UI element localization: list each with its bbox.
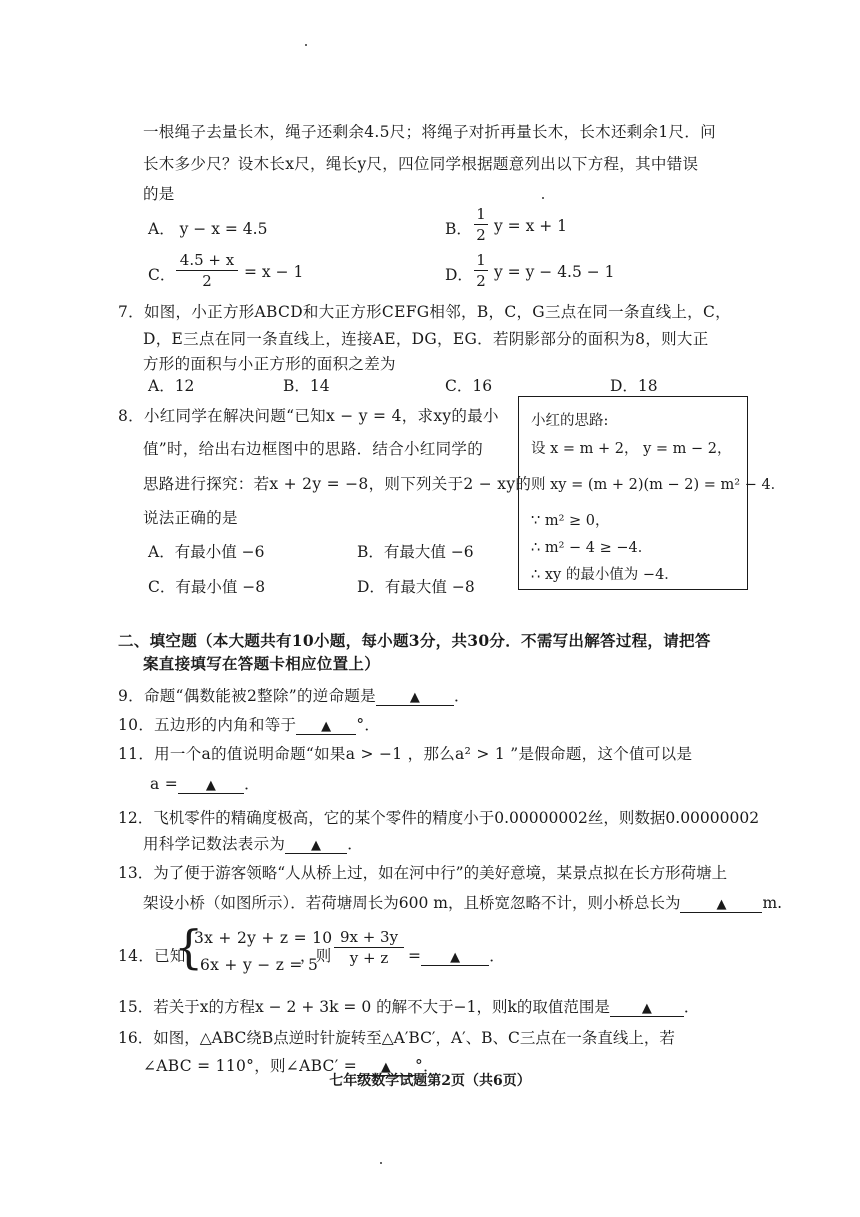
triangle-mark-icon: ▲: [409, 690, 421, 705]
fraction-denominator: 2: [202, 272, 212, 290]
q8-option-d: D．有最大值 −8: [357, 578, 475, 596]
q8-line-4: 说法正确的是: [143, 509, 238, 527]
q10: [118, 713, 380, 735]
q9: [118, 684, 470, 706]
q16-line-1: 16．如图，△ABC绕B点逆时针旋转至△A′BC′，A′、B、C三点在一条直线上，若: [118, 1029, 675, 1047]
q6-option-d-rest: y = y − 4.5 − 1: [494, 263, 615, 281]
fraction-bar: [474, 224, 488, 225]
q6-option-c-rest: = x − 1: [244, 263, 304, 281]
q13-unit: m.: [762, 894, 783, 912]
fraction-denominator: 2: [476, 272, 486, 290]
fraction-numerator: 4.5 + x: [179, 251, 235, 269]
q6-option-d-label: D．: [445, 266, 473, 284]
scan-speck: [542, 197, 544, 199]
q8-option-a: A．有最小值 −6: [148, 543, 265, 561]
q12-line-1: 12．飞机零件的精确度极高，它的某个零件的精度小于0.00000002丝，则数据0.00000002: [118, 809, 760, 827]
q12-answer-blank[interactable]: [285, 835, 347, 854]
q9-answer-blank[interactable]: [376, 687, 454, 706]
scan-speck: [305, 44, 307, 46]
q16-end: °．: [415, 1057, 439, 1075]
box-line-1: 设 x = m + 2， y = m − 2，: [531, 441, 732, 457]
xiaohong-idea-box: [518, 396, 786, 590]
q10-end: °．: [356, 716, 381, 734]
q13-line-1: 13．为了便于游客领略“人从桥上过，如在河中行”的美好意境，某景点拟在长方形荷塘上: [118, 864, 728, 882]
scan-speck: [380, 1162, 382, 1164]
box-line-3: ∵ m² ≥ 0，: [531, 513, 610, 529]
q11-a-equals: a =: [150, 775, 179, 793]
q10-answer-blank[interactable]: [296, 716, 356, 735]
q6-option-c-label: C．: [148, 266, 176, 284]
q8-line-1: 8．小红同学在解决问题“已知x − y = 4，求xy的最小: [118, 407, 499, 425]
q7-line-1: 7．如图，小正方形ABCD和大正方形CEFG相邻，B，C，G三点在同一条直线上，C，: [118, 303, 731, 321]
fraction-bar: [334, 947, 404, 948]
section-2-heading-line-1: 二、填空题（本大题共有10小题，每小题3分，共30分．不需写出解答过程，请把答: [118, 631, 711, 650]
box-title: 小红的思路:: [531, 413, 609, 429]
q8-line-2: 值”时，给出右边框图中的思路．结合小红同学的: [143, 440, 484, 458]
triangle-mark-icon: ▲: [321, 719, 332, 734]
page-footer: 七年级数学试题第2页（共6页）: [329, 1073, 531, 1089]
q6-line-1: 一根绳子去量长木，绳子还剩余4.5尺；将绳子对折再量长木，长木还剩余1尺．问: [143, 123, 716, 141]
q8-line-3: 思路进行探究：若x + 2y = −8，则下列关于2 − xy的: [143, 475, 532, 493]
q6-line-2: 长木多少尺？设木长x尺，绳长y尺，四位同学根据题意列出以下方程，其中错误: [143, 155, 699, 173]
triangle-mark-icon: ▲: [450, 950, 461, 965]
q6-option-d-fraction: [474, 251, 488, 290]
q14-label: 14．已知: [118, 947, 186, 965]
q14-equation-1: 3x + 2y + z = 10: [194, 929, 333, 947]
q14-equation-2: 6x + y − z = 5: [200, 956, 319, 974]
q14-brace: {: [174, 920, 204, 974]
q7-option-a: A．12: [148, 377, 195, 395]
q15-answer-blank[interactable]: [610, 998, 684, 1017]
q9-end: ．: [453, 687, 470, 705]
q7-line-2: D，E三点在同一条直线上，连接AE，DG，EG．若阴影部分的面积为8，则大正: [143, 330, 709, 348]
q9-text: 9．命题“偶数能被2整除”的逆命题是: [118, 687, 376, 705]
q12-line-2: [143, 832, 363, 854]
triangle-mark-icon: ▲: [641, 1001, 652, 1016]
q14-answer-line: [408, 944, 505, 966]
q6-option-b-rest: y = x + 1: [494, 217, 568, 235]
q14-then: ，则: [300, 947, 332, 965]
triangle-mark-icon: ▲: [380, 1060, 392, 1075]
q11-end: ．: [244, 775, 260, 793]
fraction-numerator: 1: [476, 251, 486, 269]
q15: [118, 995, 699, 1017]
q6-option-a: A． y − x = 4.5: [148, 220, 268, 238]
box-line-4: ∴ m² − 4 ≥ −4．: [531, 540, 653, 556]
q7-option-b: B．14: [283, 377, 330, 395]
q11-answer-blank[interactable]: [178, 775, 244, 794]
q6-option-b-label: B．: [445, 220, 472, 238]
box-line-2: 则 xy = (m + 2)(m − 2) = m² − 4．: [531, 477, 786, 493]
q15-text: 15．若关于x的方程x − 2 + 3k = 0 的解不大于−1，则k的取值范围是: [118, 998, 610, 1016]
q6-option-c-fraction: [176, 251, 238, 290]
fraction-bar: [176, 270, 238, 271]
q13-answer-blank[interactable]: [680, 894, 762, 913]
q16-text: ∠ABC = 110°，则∠ABC′ =: [143, 1057, 358, 1075]
q11-line-1: 11．用一个a的值说明命题“如果a > −1 ，那么a² > 1 ”是假命题，这个值可以是: [118, 745, 693, 763]
q14-fraction: [334, 928, 404, 967]
q14-answer-blank[interactable]: [421, 947, 489, 966]
q13-text: 架设小桥（如图所示）．若荷塘周长为600 m，且桥宽忽略不计，则小桥总长为: [143, 894, 681, 912]
fraction-numerator: 9x + 3y: [339, 928, 399, 946]
q15-end: ．: [683, 998, 700, 1016]
q11-line-2: [150, 772, 260, 794]
fraction-numerator: 1: [476, 205, 486, 223]
q7-option-c: C．16: [445, 377, 493, 395]
q10-text: 10．五边形的内角和等于: [118, 716, 297, 734]
fraction-bar: [474, 270, 488, 271]
fraction-denominator: y + z: [349, 949, 389, 967]
q14-end: ．: [489, 947, 506, 965]
q8-option-b: B．有最大值 −6: [357, 543, 474, 561]
box-line-5: ∴ xy 的最小值为 −4．: [531, 567, 679, 583]
q7-option-d: D．18: [610, 377, 658, 395]
triangle-mark-icon: ▲: [311, 838, 322, 853]
triangle-mark-icon: ▲: [205, 778, 217, 793]
fraction-denominator: 2: [476, 226, 486, 244]
q6-line-3: 的是: [143, 185, 175, 203]
q14-equals: =: [408, 947, 422, 965]
q12-text: 用科学记数法表示为: [143, 835, 286, 853]
q13-line-2: [143, 891, 782, 913]
q6-option-b-fraction: [474, 205, 488, 244]
triangle-mark-icon: ▲: [716, 897, 727, 912]
section-2-heading-line-2: 案直接填写在答题卡相应位置上）: [143, 654, 381, 673]
q12-end: ．: [347, 835, 364, 853]
q8-option-c: C．有最小值 −8: [148, 578, 266, 596]
q7-line-3: 方形的面积与小正方形的面积之差为: [143, 355, 396, 373]
